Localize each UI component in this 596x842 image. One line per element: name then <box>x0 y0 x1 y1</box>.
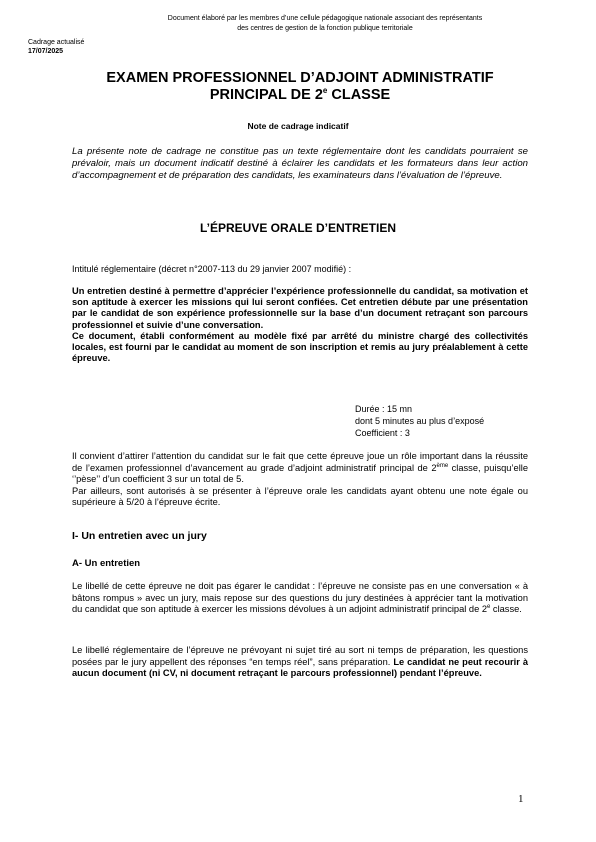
header-note-line1: Document élaboré par les membres d’une cellule pédagogique nationale associant des représentants <box>167 15 483 22</box>
duration-info <box>355 403 484 439</box>
cadrage-date: 17/07/2025 <box>28 48 64 55</box>
title-line2 <box>40 87 560 104</box>
page-number: 1 <box>518 793 524 805</box>
title-line2-end: CLASSE <box>327 87 391 103</box>
entretien-sup: e <box>487 604 491 611</box>
cadrage-info <box>28 38 84 56</box>
header-note-line2: des centres de gestion de la fonction publique territoriale <box>237 25 413 32</box>
title-line2-main: PRINCIPAL DE 2 <box>209 87 323 103</box>
preparation-paragraph <box>72 645 528 680</box>
regulatory-text-p1: Un entretien destiné à permettre d’apprécier l’expérience professionnelle du candidat, sa motivation et son aptitude à exercer les missions qui lui seront confiées. Cet entretien débute par une présentation par le candidat de son expérience professionnelle sur la base d’un document retraçant son parcours professionnel et suivie d’une conversation. <box>72 286 528 330</box>
title-line2-sup: e <box>322 86 328 95</box>
title-line1: EXAMEN PROFESSIONNEL D’ADJOINT ADMINISTRATIF <box>106 70 494 86</box>
duration-line: Durée : 15 mn <box>355 404 413 414</box>
document-title <box>40 70 560 104</box>
importance-paragraph <box>72 451 528 509</box>
entretien-part1: Le libellé de cette épreuve ne doit pas égarer le candidat : l’épreuve ne consiste pas en une conversation « à bâtons rompus » avec un jury, mais repose sur des questions du jury destinées à apprécier tant la motivation du candidat que son aptitude à exercer les missions dévolues à un adjoint administratif principal de 2 <box>72 581 528 615</box>
coefficient-line: Coefficient : 3 <box>355 428 410 438</box>
preparation-bold: Le candidat ne peut recourir à aucun document (ni CV, ni document retraçant le parcours professionnel) pendant l’épreuve. <box>72 656 528 679</box>
entretien-part2: classe. <box>490 604 522 615</box>
entretien-paragraph <box>72 581 528 616</box>
cadrage-label: Cadrage actualisé <box>28 39 85 46</box>
subtitle: Note de cadrage indicatif <box>247 121 349 131</box>
preparation-normal: Le libellé réglementaire de l’épreuve ne prévoyant ni sujet tiré au sort ni temps de préparation, les questions posées par le jury appellent des réponses “en temps réel”, sans préparation. <box>72 645 528 667</box>
importance-p1 <box>72 451 528 486</box>
regulatory-text-p2: Ce document, établi conformément au modèle fixé par arrêté du ministre chargé des collectivités locales, est fourni par le candidat au moment de son inscription et remis au jury préalablement à cette épreuve. <box>72 330 528 364</box>
intitule-reglementaire: Intitulé réglementaire (décret n°2007-113 du 29 janvier 2007 modifié) : <box>72 264 352 274</box>
regulatory-text <box>72 286 528 364</box>
importance-p1-sup: ème <box>436 462 449 469</box>
heading-1: I- Un entretien avec un jury <box>72 530 207 542</box>
importance-p1-part1: Il convient d’attirer l’attention du candidat sur le fait que cette épreuve joue un rôle important dans la réussite de l’examen professionnel d’avancement au grade d’adjoint administratif principal de 2 <box>72 451 528 473</box>
heading-2: A- Un entretien <box>72 558 141 569</box>
importance-p1-part2: classe, puisqu’elle ‘’pèse’’ d’un coefficient 3 sur un total de 5. <box>72 462 528 485</box>
importance-p2: Par ailleurs, sont autorisés à se présenter à l’épreuve orale les candidats ayant obtenu une note égale ou supérieure à 5/20 à l’épreuve écrite. <box>72 485 528 508</box>
expose-line: dont 5 minutes au plus d’exposé <box>355 416 485 426</box>
intro-paragraph: La présente note de cadrage ne constitue pas un texte réglementaire dont les candidats pourraient se prévaloir, mais un document indicatif destiné à éclairer les candidats et les formateurs dans leur action d’accompagnement et de préparation des candidats, les examinateurs dans l’évaluation de l’épreuve. <box>72 146 528 181</box>
section-title: L’ÉPREUVE ORALE D’ENTRETIEN <box>199 221 397 235</box>
header-note <box>130 14 520 34</box>
